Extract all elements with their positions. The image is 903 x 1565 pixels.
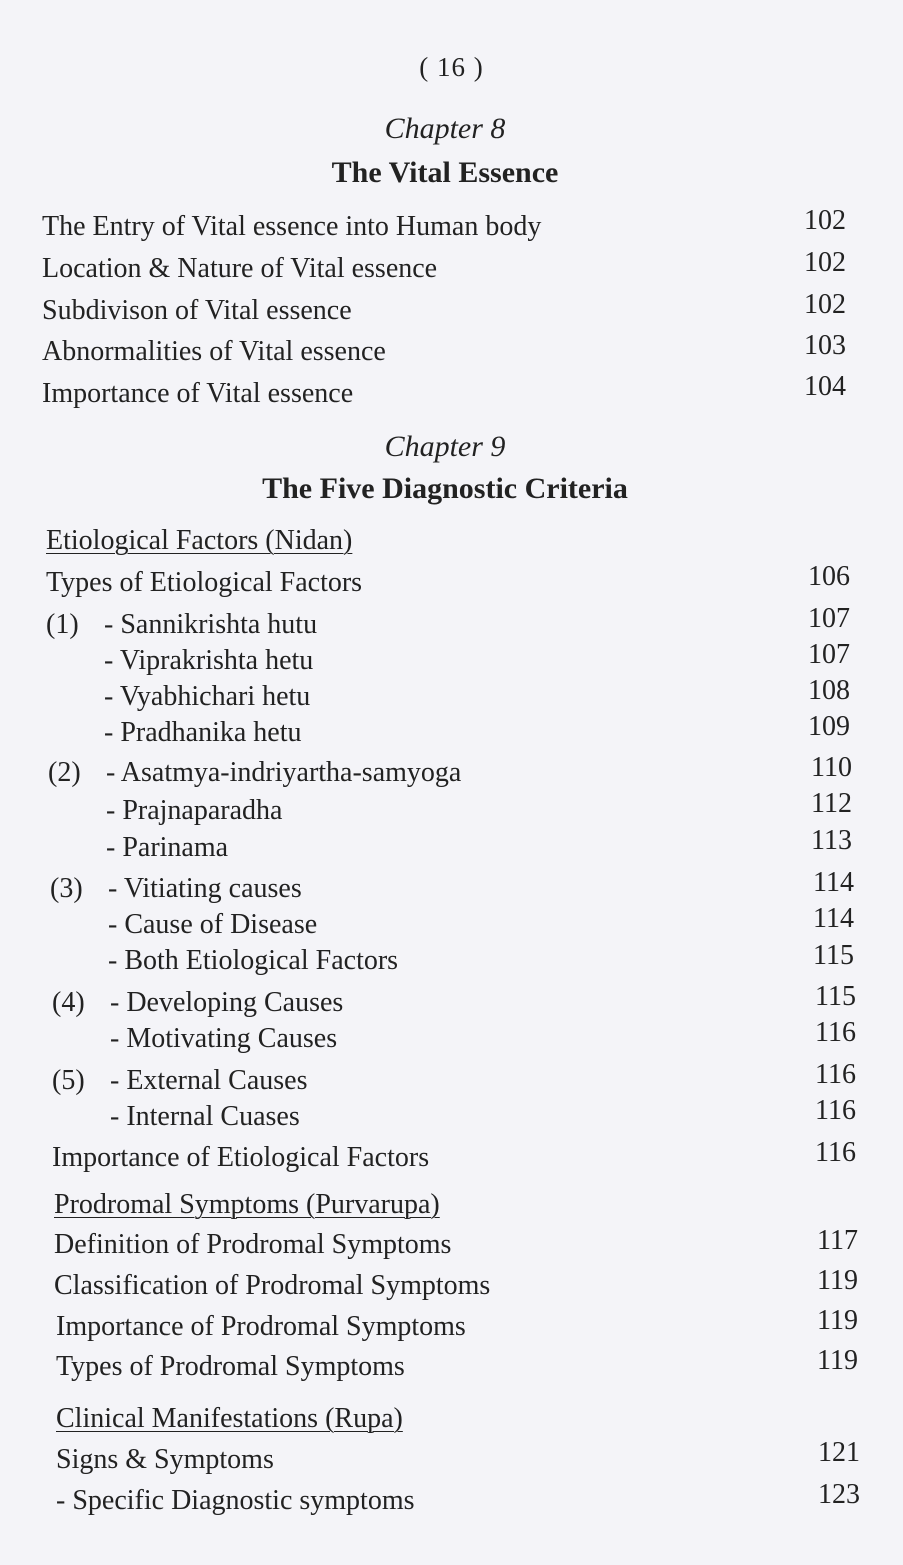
chapter-8-title: The Vital Essence [331,156,559,189]
entry-text: - Developing Causes [110,987,344,1018]
toc-entry [52,1141,429,1175]
toc-page: 109 [808,711,850,742]
toc-entry [52,986,343,1020]
toc-entry: Subdivison of Vital essence [42,295,352,326]
toc-entry: Classification of Prodromal Symptoms [54,1270,491,1301]
entry-text: - Pradhanika hetu [104,717,302,748]
toc-page: 104 [804,371,846,402]
section-heading-prodromal: Prodromal Symptoms (Purvarupa) [54,1189,440,1220]
entry-text: - Prajnaparadha [106,795,283,826]
toc-entry [48,756,461,790]
chapter-9-label: Chapter 9 [384,430,506,463]
toc-page: 121 [818,1437,860,1468]
entry-text: - Both Etiological Factors [108,945,399,976]
toc-entry [46,566,362,600]
toc-entry [50,872,302,906]
chapter-9-title: The Five Diagnostic Criteria [262,472,628,505]
toc-page: 107 [808,603,850,634]
toc-page: 116 [815,1137,856,1168]
entry-text: - Vyabhichari hetu [104,681,311,712]
toc-page: 110 [811,752,852,783]
chapter-8-label: Chapter 8 [384,112,506,145]
toc-page: 108 [808,675,850,706]
toc-page: 102 [804,247,846,278]
toc-entry [46,716,302,750]
toc-page: 119 [817,1265,858,1296]
toc-page: 102 [804,205,846,236]
section-heading-etiological: Etiological Factors (Nidan) [46,525,353,556]
toc-page: 116 [815,1059,856,1090]
toc-entry: Location & Nature of Vital essence [42,253,438,284]
entry-text: - Cause of Disease [108,909,318,940]
toc-page: 116 [815,1017,856,1048]
entry-text: - Viprakrishta hetu [104,645,314,676]
toc-entry [52,1064,308,1098]
section-heading-clinical: Clinical Manifestations (Rupa) [56,1403,403,1434]
toc-entry [46,644,313,678]
toc-page: 107 [808,639,850,670]
entry-text: - Asatmya-indriyartha-samyoga [106,757,462,788]
toc-page: 106 [808,561,850,592]
entry-text: - Parinama [106,832,229,863]
entry-text: - Motivating Causes [110,1023,338,1054]
entry-text: - Vitiating causes [108,873,302,904]
entry-number: (5) [52,1065,85,1096]
toc-entry: Types of Prodromal Symptoms [56,1351,405,1382]
toc-entry: Importance of Vital essence [42,378,354,409]
toc-entry: Signs & Symptoms [56,1444,274,1475]
toc-entry: Definition of Prodromal Symptoms [54,1229,452,1260]
toc-entry: Abnormalities of Vital essence [42,336,386,367]
toc-entry [50,944,398,978]
toc-page: 115 [813,940,854,971]
toc-page: 114 [813,903,854,934]
toc-page: 114 [813,867,854,898]
toc-page: 113 [811,825,852,856]
toc-entry [46,608,317,642]
toc-entry: - Specific Diagnostic symptoms [56,1485,415,1516]
toc-entry [48,794,282,828]
toc-page: 117 [817,1225,858,1256]
entry-number: (2) [48,757,81,788]
toc-entry [46,680,310,714]
toc-page: 123 [818,1479,860,1510]
toc-entry [50,908,317,942]
toc-page: 119 [817,1305,858,1336]
toc-entry [48,831,228,865]
toc-page: 102 [804,289,846,320]
entry-text: - External Causes [110,1065,308,1096]
toc-page: 119 [817,1345,858,1376]
toc-entry [52,1100,300,1134]
toc-page: 103 [804,330,846,361]
toc-page: 115 [815,981,856,1012]
page-number: ( 16 ) [419,52,484,82]
entry-number: (1) [46,609,79,640]
entry-text: Types of Etiological Factors [46,567,363,598]
entry-text: - Sannikrishta hutu [104,609,318,640]
toc-page: 116 [815,1095,856,1126]
entry-text: - Internal Cuases [110,1101,300,1132]
toc-entry: The Entry of Vital essence into Human body [42,211,542,242]
entry-number: (3) [50,873,83,904]
toc-page: 112 [811,788,852,819]
toc-entry [52,1022,337,1056]
entry-number: (4) [52,987,85,1018]
toc-entry: Importance of Prodromal Symptoms [56,1311,466,1342]
entry-text: Importance of Etiological Factors [52,1142,430,1173]
